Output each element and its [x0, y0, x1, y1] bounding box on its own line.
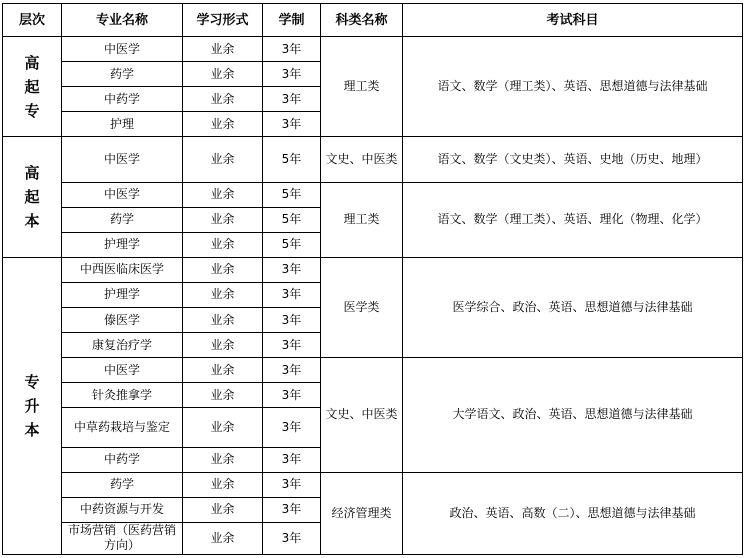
form-cell: 业余	[183, 257, 263, 282]
years-cell: 3年	[263, 87, 321, 112]
exam-subjects-cell: 语文、数学（理工类）、英语、思想道德与法律基础	[403, 37, 743, 137]
major-cell: 傣医学	[62, 308, 183, 333]
table-row	[3, 182, 743, 207]
level-cell: 专 升 本	[3, 257, 62, 554]
table-row	[3, 472, 743, 497]
major-cell: 中药资源与开发	[62, 497, 183, 522]
years-cell: 3年	[263, 358, 321, 383]
table-row	[3, 358, 743, 383]
form-cell: 业余	[183, 522, 263, 554]
major-cell: 中西医临床医学	[62, 257, 183, 282]
admissions-table	[2, 3, 743, 555]
form-cell: 业余	[183, 62, 263, 87]
major-cell: 中医学	[62, 358, 183, 383]
category-cell: 经济管理类	[321, 472, 403, 554]
years-cell: 5年	[263, 182, 321, 207]
header-study-form: 学习形式	[183, 4, 263, 37]
category-cell: 文史、中医类	[321, 358, 403, 472]
form-cell: 业余	[183, 472, 263, 497]
major-cell: 药学	[62, 472, 183, 497]
exam-subjects-cell: 语文、数学（文史类）、英语、史地（历史、地理）	[403, 137, 743, 182]
major-cell: 护理	[62, 112, 183, 137]
major-cell: 针灸推拿学	[62, 383, 183, 408]
years-cell: 3年	[263, 472, 321, 497]
header-exam-subjects: 考试科目	[403, 4, 743, 37]
table-row	[3, 257, 743, 282]
form-cell: 业余	[183, 358, 263, 383]
form-cell: 业余	[183, 497, 263, 522]
years-cell: 3年	[263, 37, 321, 62]
form-cell: 业余	[183, 112, 263, 137]
header-major: 专业名称	[62, 4, 183, 37]
header-duration: 学制	[263, 4, 321, 37]
form-cell: 业余	[183, 207, 263, 232]
major-cell: 中药学	[62, 447, 183, 472]
table-row	[3, 137, 743, 182]
header-level: 层次	[3, 4, 62, 37]
form-cell: 业余	[183, 87, 263, 112]
major-cell: 康复治疗学	[62, 333, 183, 358]
major-cell: 中医学	[62, 137, 183, 182]
form-cell: 业余	[183, 383, 263, 408]
form-cell: 业余	[183, 282, 263, 307]
header-row	[3, 4, 743, 37]
major-cell: 药学	[62, 62, 183, 87]
major-cell: 药学	[62, 207, 183, 232]
form-cell: 业余	[183, 37, 263, 62]
form-cell: 业余	[183, 308, 263, 333]
years-cell: 3年	[263, 408, 321, 447]
years-cell: 3年	[263, 333, 321, 358]
major-cell: 护理学	[62, 282, 183, 307]
years-cell: 3年	[263, 257, 321, 282]
form-cell: 业余	[183, 447, 263, 472]
category-cell: 理工类	[321, 37, 403, 137]
major-cell: 中草药栽培与鉴定	[62, 408, 183, 447]
form-cell: 业余	[183, 232, 263, 257]
years-cell: 3年	[263, 112, 321, 137]
years-cell: 3年	[263, 282, 321, 307]
category-cell: 理工类	[321, 182, 403, 257]
form-cell: 业余	[183, 333, 263, 358]
years-cell: 5年	[263, 232, 321, 257]
table-row	[3, 37, 743, 62]
exam-subjects-cell: 语文、数学（理工类）、英语、理化（物理、化学）	[403, 182, 743, 257]
exam-subjects-cell: 医学综合、政治、英语、思想道德与法律基础	[403, 257, 743, 357]
years-cell: 3年	[263, 497, 321, 522]
form-cell: 业余	[183, 408, 263, 447]
major-cell: 中医学	[62, 182, 183, 207]
exam-subjects-cell: 大学语文、政治、英语、思想道德与法律基础	[403, 358, 743, 472]
years-cell: 3年	[263, 522, 321, 554]
years-cell: 3年	[263, 447, 321, 472]
years-cell: 3年	[263, 383, 321, 408]
form-cell: 业余	[183, 182, 263, 207]
years-cell: 5年	[263, 207, 321, 232]
major-cell: 中药学	[62, 87, 183, 112]
years-cell: 3年	[263, 62, 321, 87]
form-cell: 业余	[183, 137, 263, 182]
category-cell: 医学类	[321, 257, 403, 357]
level-cell: 高 起 本	[3, 137, 62, 257]
major-cell: 护理学	[62, 232, 183, 257]
exam-subjects-cell: 政治、英语、高数（二）、思想道德与法律基础	[403, 472, 743, 554]
major-cell: 中医学	[62, 37, 183, 62]
years-cell: 3年	[263, 308, 321, 333]
header-category: 科类名称	[321, 4, 403, 37]
level-cell: 高 起 专	[3, 37, 62, 137]
major-cell: 市场营销（医药营销方向）	[62, 522, 183, 554]
years-cell: 5年	[263, 137, 321, 182]
category-cell: 文史、中医类	[321, 137, 403, 182]
